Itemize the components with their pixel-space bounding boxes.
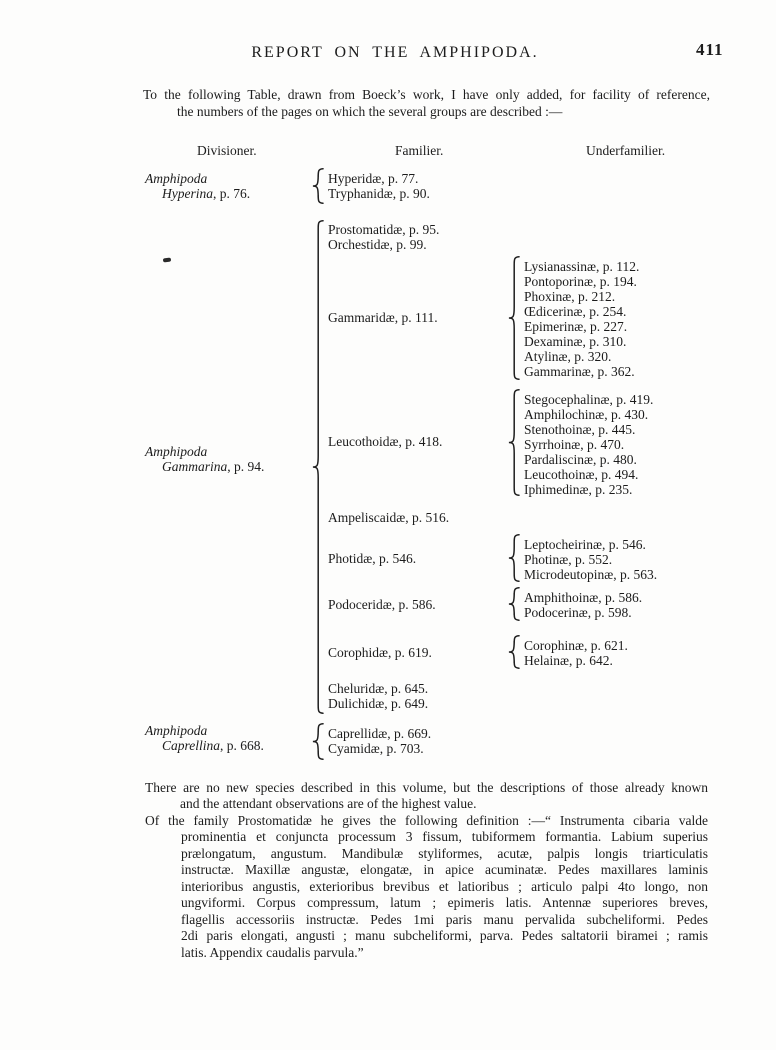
family-entry: Gammaridæ, p. 111. [328, 310, 438, 325]
division-caprellina-line1: Amphipoda [145, 723, 208, 738]
brace-corophidae [508, 635, 520, 669]
division-name: Caprellina [162, 738, 221, 753]
subfamily-entry: Amphilochinæ, p. 430. [524, 407, 649, 422]
closing-paragraph-1-line-1: There are no new species described in this volume, but the descriptions of those already known [145, 780, 708, 795]
page-number: 411 [696, 40, 724, 59]
family-entry: Leucothoidæ, p. 418. [328, 434, 443, 449]
family-entry: Photidæ, p. 546. [328, 551, 417, 566]
family-entry: Caprellidæ, p. 669. [328, 726, 432, 741]
division-hyperina-line1: Amphipoda [145, 171, 208, 186]
subfamily-entry: Pardaliscinæ, p. 480. [524, 452, 637, 467]
definition-line: latis. Appendix caudalis parvula.” [181, 945, 364, 960]
subfamily-entry: Amphithoinæ, p. 586. [524, 590, 643, 605]
brace-gammaridae [508, 256, 520, 380]
division-page-ref: , p. 76. [213, 186, 251, 201]
division-caprellina-line2 [162, 738, 264, 754]
subfamily-entry: Lysianassinæ, p. 112. [524, 259, 640, 274]
brace-hyperina [312, 168, 324, 204]
definition-line: prominentia et conjuncta processum 3 fissum, tubiformem formantia. Labium superius [181, 829, 708, 844]
family-entry: Tryphanidæ, p. 90. [328, 186, 430, 201]
definition-line: flagellis accessoriis instructæ. Pedes 1mi paris manu pervalida subcheliformi. Pedes [181, 912, 708, 927]
brace-podoceridae [508, 587, 520, 621]
definition-line: instructæ. Maxillæ angustæ, elongatæ, in apice acuminatæ. Pedes maxillares laminis [181, 862, 708, 877]
closing-paragraph-1-line-2: and the attendant observations are of the highest value. [180, 796, 477, 811]
brace-leucothoidae [508, 389, 520, 496]
family-entry: Ampeliscaidæ, p. 516. [328, 510, 450, 525]
family-entry: Podoceridæ, p. 586. [328, 597, 436, 612]
subfamily-entry: Microdeutopinæ, p. 563. [524, 567, 658, 582]
definition-line: 2di paris elongati, angusti ; manu subcheliformi, parva. Pedes saltatorii biramei ; ramis [181, 928, 708, 943]
family-entry: Dulichidæ, p. 649. [328, 696, 429, 711]
family-entry: Corophidæ, p. 619. [328, 645, 432, 660]
family-entry: Hyperidæ, p. 77. [328, 171, 419, 186]
ink-speck [163, 257, 171, 262]
intro-line-1: To the following Table, drawn from Boeck’s work, I have only added, for facility of reference, [143, 87, 710, 102]
brace-caprellina [312, 723, 324, 760]
subfamily-entry: Œdicerinæ, p. 254. [524, 304, 627, 319]
subfamily-entry: Dexaminæ, p. 310. [524, 334, 627, 349]
subfamily-entry: Iphimedinæ, p. 235. [524, 482, 633, 497]
brace-gammarina [312, 220, 324, 714]
subfamily-entry: Pontoporinæ, p. 194. [524, 274, 637, 289]
column-header-divisioner: Divisioner. [197, 143, 257, 158]
definition-line: ungviformi. Corpus compressum, latum ; epimeris latis. Antennæ superiores breves, [181, 895, 708, 910]
brace-photidae [508, 534, 520, 582]
page-title: REPORT ON THE AMPHIPODA. [251, 44, 539, 61]
subfamily-entry: Stenothoinæ, p. 445. [524, 422, 636, 437]
subfamily-entry: Epimerinæ, p. 227. [524, 319, 628, 334]
subfamily-entry: Gammarinæ, p. 362. [524, 364, 635, 379]
definition-line: interioribus angustis, exterioribus brevibus et latioribus ; articulo palpi 4to longo, non [181, 879, 708, 894]
subfamily-entry: Stegocephalinæ, p. 419. [524, 392, 654, 407]
subfamily-entry: Atylinæ, p. 320. [524, 349, 612, 364]
column-header-familier: Familier. [395, 143, 444, 158]
subfamily-entry: Podocerinæ, p. 598. [524, 605, 632, 620]
division-hyperina-line2 [162, 186, 250, 202]
subfamily-entry: Corophinæ, p. 621. [524, 638, 628, 653]
subfamily-entry: Leptocheirinæ, p. 546. [524, 537, 646, 552]
definition-line: Of the family Prostomatidæ he gives the following definition :—“ Instrumenta cibaria valde [145, 813, 708, 828]
division-page-ref: , p. 668. [220, 738, 264, 753]
family-entry: Orchestidæ, p. 99. [328, 237, 427, 252]
definition-line: prælongatum, angustum. Mandibulæ styliformes, acutæ, palpis longis triarticulatis [181, 846, 708, 861]
division-page-ref: , p. 94. [227, 459, 265, 474]
subfamily-entry: Syrrhoinæ, p. 470. [524, 437, 625, 452]
subfamily-entry: Phoxinæ, p. 212. [524, 289, 616, 304]
division-gammarina-line1: Amphipoda [145, 444, 208, 459]
subfamily-entry: Leucothoinæ, p. 494. [524, 467, 639, 482]
division-name: Gammarina [162, 459, 228, 474]
family-entry: Prostomatidæ, p. 95. [328, 222, 440, 237]
family-entry: Cyamidæ, p. 703. [328, 741, 424, 756]
column-header-underfamilier: Underfamilier. [586, 143, 666, 158]
division-gammarina-line2 [162, 459, 264, 475]
division-name: Hyperina [162, 186, 213, 201]
subfamily-entry: Helainæ, p. 642. [524, 653, 613, 668]
family-entry: Cheluridæ, p. 645. [328, 681, 429, 696]
subfamily-entry: Photinæ, p. 552. [524, 552, 613, 567]
intro-line-2: the numbers of the pages on which the several groups are described :— [177, 104, 563, 119]
